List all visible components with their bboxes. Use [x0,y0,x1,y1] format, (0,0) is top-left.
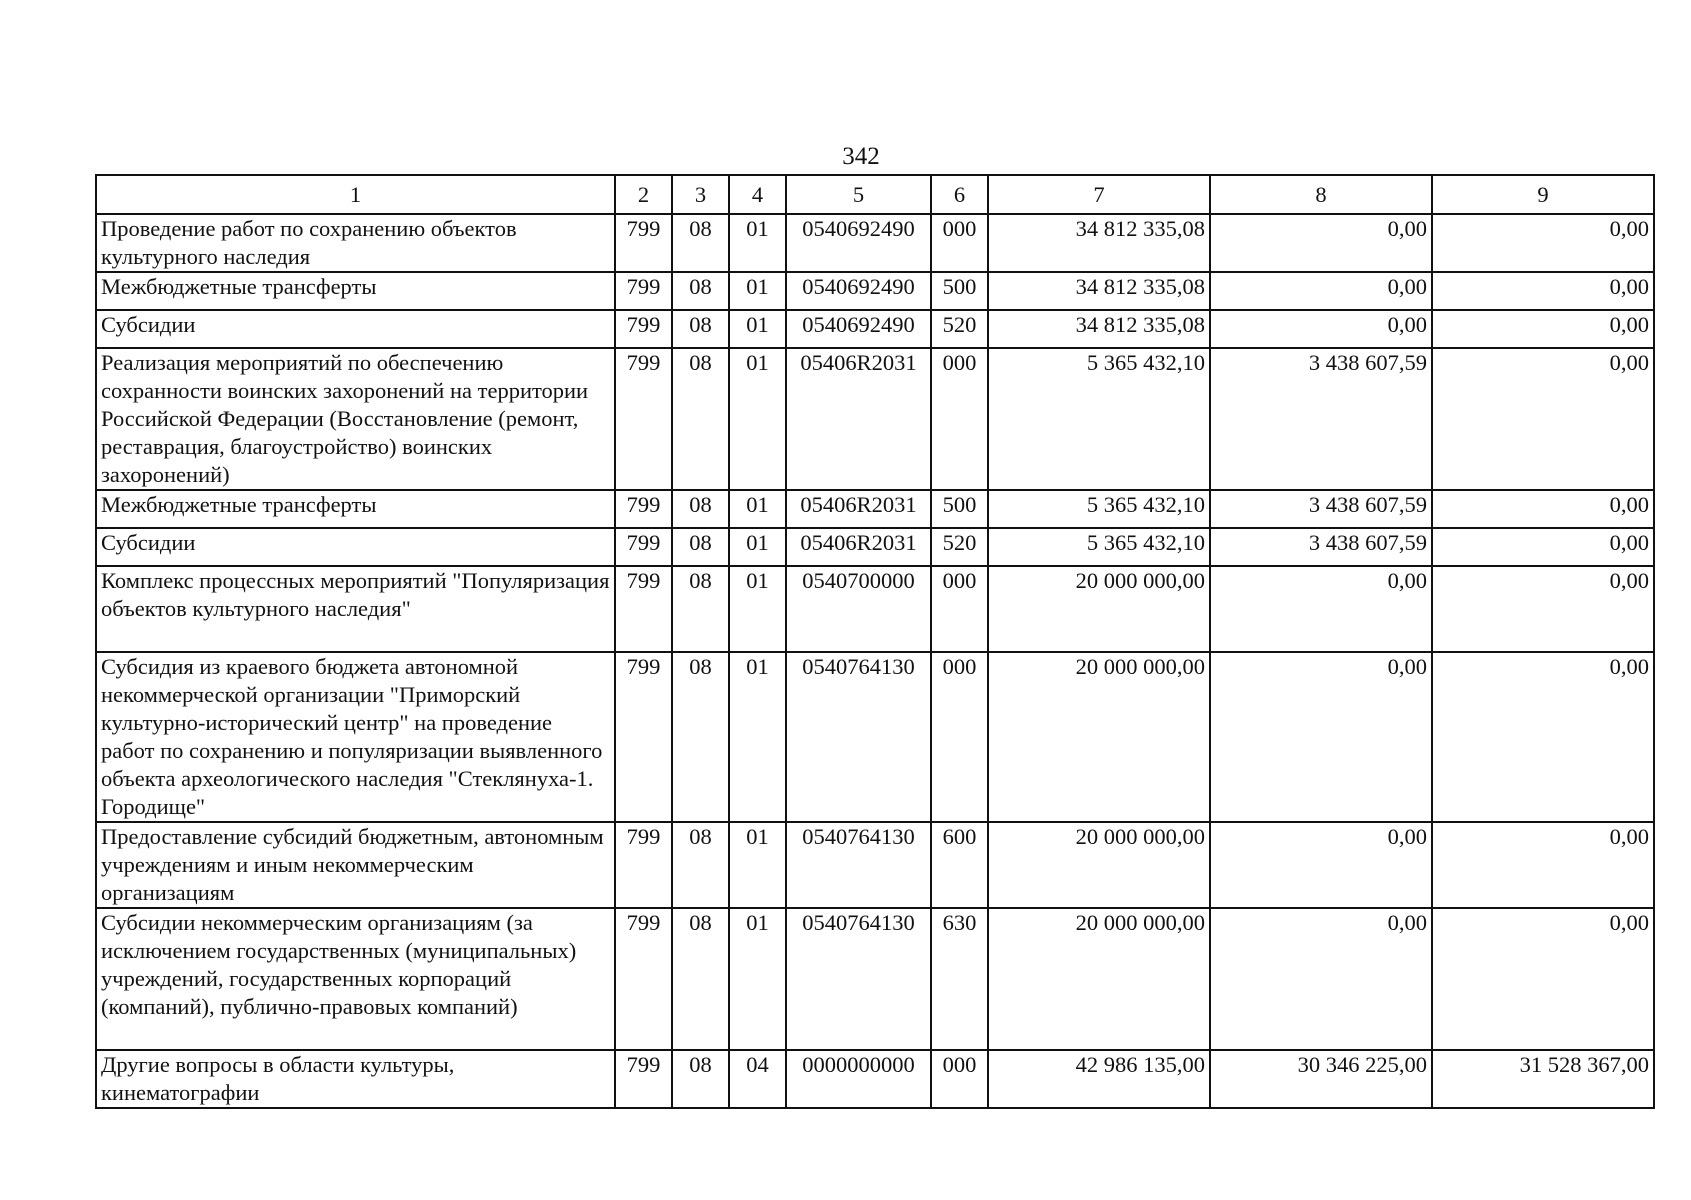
column-header-2: 2 [615,175,672,214]
row-amount-8: 30 346 225,00 [1210,1050,1432,1108]
row-code-6: 000 [931,348,988,490]
row-code-3: 08 [672,528,729,566]
table-row [96,490,1654,528]
row-code-3: 08 [672,272,729,310]
row-code-4: 01 [729,528,786,566]
row-code-6: 500 [931,490,988,528]
row-amount-7: 42 986 135,00 [988,1050,1210,1108]
row-amount-8: 0,00 [1210,822,1432,908]
table-row [96,528,1654,566]
table-row [96,1050,1654,1108]
row-amount-9: 0,00 [1432,566,1654,652]
row-amount-9: 0,00 [1432,822,1654,908]
row-code-3: 08 [672,348,729,490]
row-amount-9: 0,00 [1432,652,1654,822]
row-code-2: 799 [615,214,672,272]
table-row [96,652,1654,822]
row-code-5: 05406R2031 [786,348,931,490]
row-name: Субсидия из краевого бюджета автономной некоммерческой организации "Приморский культурно-исторический центр" на проведение работ по сохранению и популяризации выявленного объекта археологического наследия "Стеклянуха-1. Городище" [96,652,615,822]
row-code-3: 08 [672,310,729,348]
row-code-5: 0540764130 [786,652,931,822]
row-code-4: 01 [729,214,786,272]
row-name: Другие вопросы в области культуры, кинематографии [96,1050,615,1108]
row-amount-8: 0,00 [1210,214,1432,272]
row-code-4: 01 [729,272,786,310]
row-amount-9: 0,00 [1432,528,1654,566]
row-amount-7: 34 812 335,08 [988,272,1210,310]
row-code-6: 000 [931,652,988,822]
row-code-6: 520 [931,528,988,566]
column-header-1: 1 [96,175,615,214]
table-row [96,822,1654,908]
row-name: Субсидии [96,310,615,348]
row-amount-8: 0,00 [1210,908,1432,1050]
row-code-2: 799 [615,528,672,566]
row-code-5: 0000000000 [786,1050,931,1108]
row-code-3: 08 [672,214,729,272]
row-amount-9: 0,00 [1432,490,1654,528]
row-name: Межбюджетные трансферты [96,272,615,310]
row-name: Реализация мероприятий по обеспечению сохранности воинских захоронений на территории Российской Федерации (Восстановление (ремонт, реставрация, благоустройство) воинских захоронений) [96,348,615,490]
column-header-4: 4 [729,175,786,214]
row-code-5: 0540692490 [786,214,931,272]
header-row [96,175,1654,214]
row-amount-9: 0,00 [1432,348,1654,490]
column-header-7: 7 [988,175,1210,214]
row-code-2: 799 [615,310,672,348]
row-code-6: 630 [931,908,988,1050]
row-amount-9: 0,00 [1432,908,1654,1050]
row-amount-9: 0,00 [1432,272,1654,310]
table-row [96,908,1654,1050]
row-name: Межбюджетные трансферты [96,490,615,528]
row-code-3: 08 [672,652,729,822]
row-code-4: 01 [729,908,786,1050]
row-code-5: 0540692490 [786,272,931,310]
row-code-2: 799 [615,652,672,822]
row-name: Проведение работ по сохранению объектов культурного наследия [96,214,615,272]
row-code-2: 799 [615,822,672,908]
row-amount-7: 20 000 000,00 [988,908,1210,1050]
row-amount-8: 3 438 607,59 [1210,490,1432,528]
row-code-5: 05406R2031 [786,490,931,528]
column-header-6: 6 [931,175,988,214]
table-row [96,348,1654,490]
column-header-5: 5 [786,175,931,214]
row-code-6: 000 [931,214,988,272]
row-amount-8: 0,00 [1210,652,1432,822]
row-code-2: 799 [615,566,672,652]
row-code-2: 799 [615,348,672,490]
row-amount-7: 34 812 335,08 [988,214,1210,272]
table-row [96,566,1654,652]
row-code-5: 0540764130 [786,822,931,908]
row-amount-7: 5 365 432,10 [988,348,1210,490]
table-row [96,214,1654,272]
row-name: Предоставление субсидий бюджетным, автономным учреждениям и иным некоммерческим организациям [96,822,615,908]
row-code-4: 01 [729,566,786,652]
row-code-4: 01 [729,490,786,528]
row-amount-7: 20 000 000,00 [988,566,1210,652]
row-code-3: 08 [672,1050,729,1108]
row-code-5: 0540764130 [786,908,931,1050]
row-amount-9: 0,00 [1432,310,1654,348]
row-name: Субсидии [96,528,615,566]
row-amount-8: 0,00 [1210,272,1432,310]
row-code-6: 000 [931,566,988,652]
row-code-5: 05406R2031 [786,528,931,566]
row-amount-7: 5 365 432,10 [988,528,1210,566]
row-amount-7: 5 365 432,10 [988,490,1210,528]
row-code-3: 08 [672,490,729,528]
row-code-4: 01 [729,652,786,822]
row-code-2: 799 [615,272,672,310]
row-amount-7: 20 000 000,00 [988,822,1210,908]
column-header-8: 8 [1210,175,1432,214]
table-header [96,175,1654,214]
page-number: 342 [842,143,880,170]
row-code-4: 01 [729,348,786,490]
row-code-2: 799 [615,1050,672,1108]
row-code-4: 01 [729,310,786,348]
row-amount-8: 0,00 [1210,566,1432,652]
row-name: Комплекс процессных мероприятий "Популяризация объектов культурного наследия" [96,566,615,652]
row-code-4: 04 [729,1050,786,1108]
row-amount-7: 34 812 335,08 [988,310,1210,348]
row-code-3: 08 [672,566,729,652]
row-amount-8: 3 438 607,59 [1210,528,1432,566]
table-row [96,272,1654,310]
row-amount-8: 3 438 607,59 [1210,348,1432,490]
row-code-6: 520 [931,310,988,348]
row-code-3: 08 [672,908,729,1050]
budget-table [95,174,1655,1109]
row-code-4: 01 [729,822,786,908]
row-code-3: 08 [672,822,729,908]
row-amount-7: 20 000 000,00 [988,652,1210,822]
row-code-2: 799 [615,490,672,528]
row-code-6: 500 [931,272,988,310]
column-header-3: 3 [672,175,729,214]
row-amount-9: 0,00 [1432,214,1654,272]
row-code-5: 0540700000 [786,566,931,652]
row-code-6: 600 [931,822,988,908]
column-header-9: 9 [1432,175,1654,214]
table-row [96,310,1654,348]
row-amount-9: 31 528 367,00 [1432,1050,1654,1108]
row-code-5: 0540692490 [786,310,931,348]
row-amount-8: 0,00 [1210,310,1432,348]
row-code-2: 799 [615,908,672,1050]
row-code-6: 000 [931,1050,988,1108]
row-name: Субсидии некоммерческим организациям (за исключением государственных (муниципальных) учреждений, государственных корпораций (компаний), публично-правовых компаний) [96,908,615,1050]
